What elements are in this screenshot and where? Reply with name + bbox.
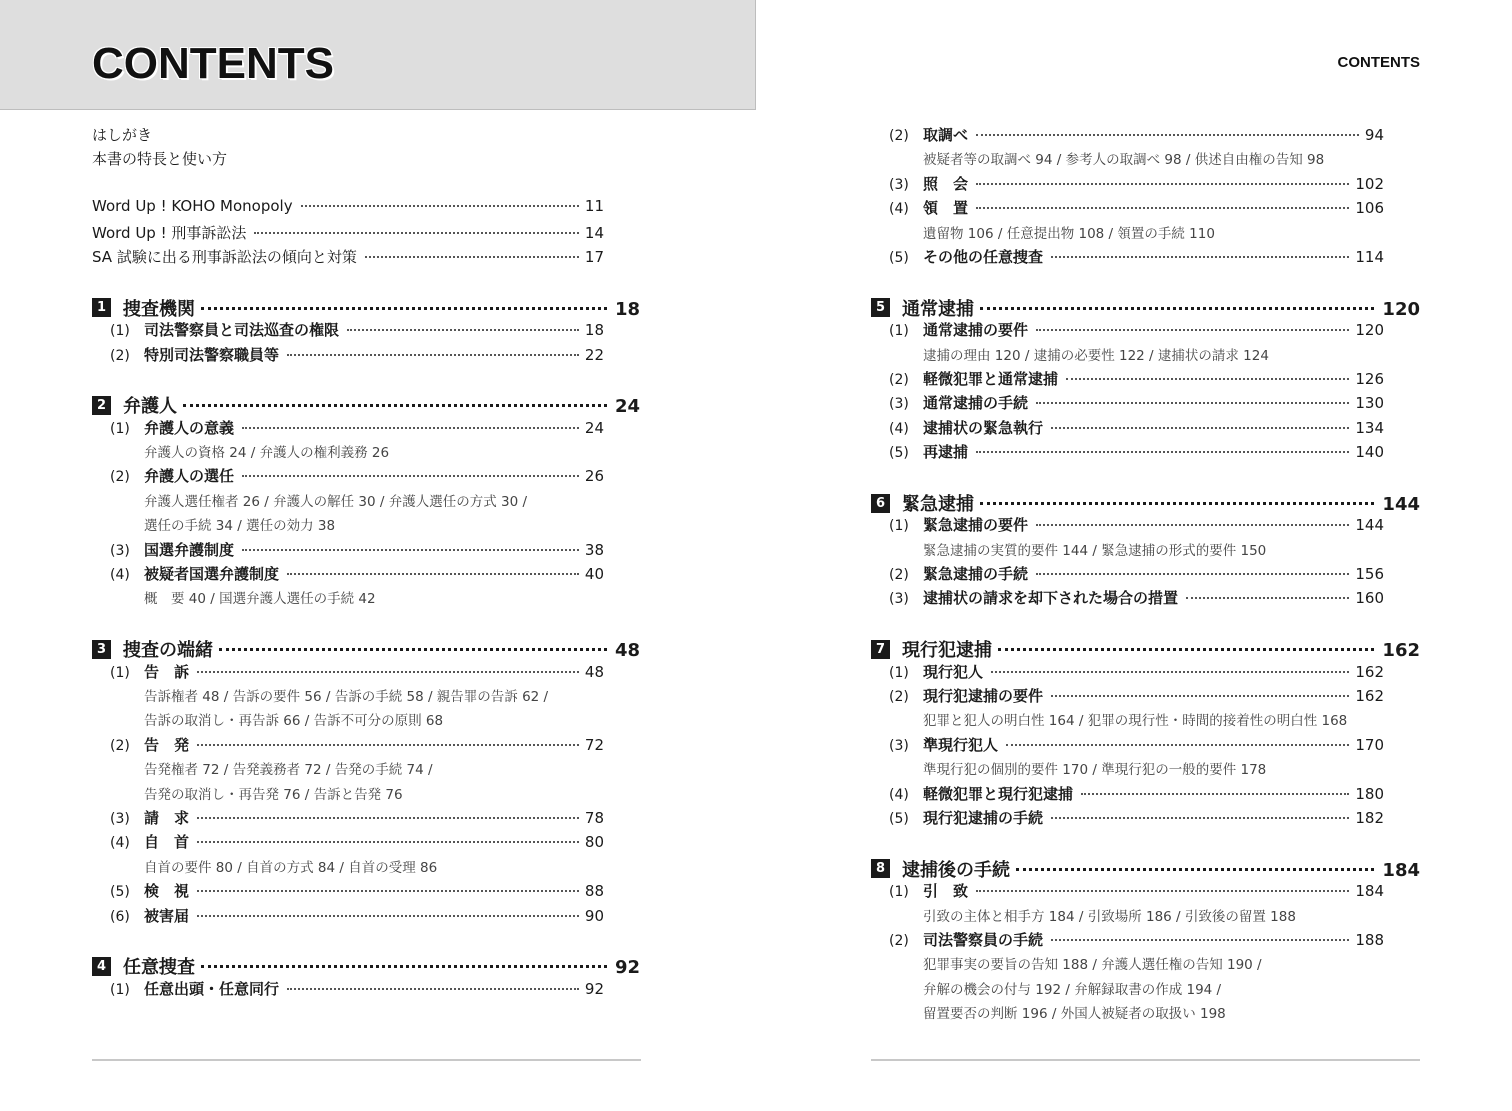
footer-rule-right	[871, 1059, 1420, 1061]
running-head: CONTENTS	[1337, 54, 1420, 71]
page-number: 156	[1355, 565, 1384, 584]
section-number: (1)	[889, 518, 909, 535]
page-number: 126	[1355, 369, 1384, 388]
toc-entry	[92, 246, 640, 270]
chapter-number-badge: 3	[92, 640, 111, 659]
section-entry	[871, 783, 1420, 807]
section-number: (1)	[110, 981, 130, 998]
dot-leader	[1081, 793, 1349, 795]
section-title: その他の任意捜査	[923, 247, 1044, 266]
subsection-entry: 概 要 40 / 国選弁護人選任の手続 42	[144, 591, 376, 608]
section-number: (2)	[889, 371, 909, 388]
page-number: 17	[584, 247, 604, 266]
subsection-entry: 犯罪と犯人の明白性 164 / 犯罪の現行性・時間的接着性の明白性 168	[923, 713, 1348, 730]
page-number: 102	[1355, 174, 1384, 193]
subsection-entry: 留置要否の判断 196 / 外国人被疑者の取扱い 198	[923, 1006, 1226, 1023]
page-number: 170	[1355, 735, 1384, 754]
section-number: (3)	[889, 176, 909, 193]
subsection-entry: 選任の手続 34 / 選任の効力 38	[144, 518, 336, 535]
section-title: 通常逮捕の手続	[923, 394, 1029, 413]
dot-leader	[287, 573, 579, 575]
section-title: 現行犯逮捕の要件	[923, 686, 1044, 705]
chapter-title: 現行犯逮捕	[902, 640, 992, 662]
section-title: 再逮捕	[923, 443, 969, 462]
dot-leader	[197, 671, 579, 673]
page-number: 78	[584, 808, 604, 827]
chapter-entry	[92, 392, 640, 416]
spacer	[92, 173, 640, 197]
page-number: 40	[584, 565, 604, 584]
dot-leader	[242, 427, 579, 429]
section-number: (2)	[110, 737, 130, 754]
section-title: 通常逮捕の要件	[923, 321, 1029, 340]
page-number: 106	[1355, 199, 1384, 218]
section-number: (2)	[889, 932, 909, 949]
section-title: 司法警察員と司法巡査の権限	[144, 321, 340, 340]
section-title: 緊急逮捕の要件	[923, 516, 1029, 535]
page-number: 92	[614, 957, 640, 979]
section-number: (3)	[889, 396, 909, 413]
toc-entry	[92, 197, 640, 221]
dot-leader	[219, 648, 607, 651]
chapter-number-badge: 4	[92, 957, 111, 976]
section-title: 司法警察員の手続	[923, 930, 1044, 949]
section-entry	[92, 661, 640, 685]
dot-leader	[980, 502, 1374, 505]
section-title: 現行犯逮捕の手続	[923, 808, 1044, 827]
toc-entry-title: SA 試験に出る刑事訴訟法の傾向と対策	[92, 247, 357, 266]
dot-leader	[1051, 427, 1349, 429]
section-entry	[871, 880, 1420, 904]
section-title: 引 致	[923, 882, 969, 901]
section-title: 検 視	[144, 882, 190, 901]
page-number: 120	[1355, 321, 1384, 340]
toc-entry	[92, 148, 640, 172]
dot-leader	[1036, 573, 1349, 575]
subsection-entry: 弁護人選任権者 26 / 弁護人の解任 30 / 弁護人選任の方式 30 /	[144, 493, 528, 510]
section-entry	[92, 539, 640, 563]
section-title: 弁護人の選任	[144, 467, 235, 486]
section-entry	[871, 685, 1420, 709]
section-title: 自 首	[144, 833, 190, 852]
section-number: (1)	[110, 420, 130, 437]
dot-leader	[201, 965, 607, 968]
section-entry	[871, 661, 1420, 685]
dot-leader	[197, 915, 579, 917]
section-entry	[92, 905, 640, 929]
chapter-number-badge: 5	[871, 298, 890, 317]
section-entry	[871, 563, 1420, 587]
section-title: 領 置	[923, 199, 969, 218]
dot-leader	[197, 841, 579, 843]
page-number: 92	[584, 979, 604, 998]
chapter-title: 捜査機関	[123, 298, 195, 320]
subsection-entry: 弁解の機会の付与 192 / 弁解録取書の作成 194 /	[923, 981, 1222, 998]
dot-leader	[201, 307, 607, 310]
section-entry	[871, 124, 1420, 148]
dot-leader	[998, 648, 1374, 651]
page-number: 144	[1355, 516, 1384, 535]
dot-leader	[1051, 817, 1349, 819]
page-number: 162	[1355, 662, 1384, 681]
page-number: 184	[1382, 859, 1420, 881]
page-number: 182	[1355, 808, 1384, 827]
chapter-title: 逮捕後の手続	[902, 859, 1010, 881]
dot-leader	[1051, 939, 1349, 941]
spacer	[871, 831, 1420, 855]
page-number: 26	[584, 467, 604, 486]
toc-entry-title: 本書の特長と使い方	[92, 150, 228, 169]
subsection-entry: 遺留物 106 / 任意提出物 108 / 領置の手続 110	[923, 225, 1215, 242]
section-title: 緊急逮捕の手続	[923, 565, 1029, 584]
section-entry	[871, 246, 1420, 270]
chapter-entry	[92, 295, 640, 319]
chapter-title: 緊急逮捕	[902, 493, 974, 515]
section-entry	[871, 929, 1420, 953]
page-number: 130	[1355, 394, 1384, 413]
section-entry	[871, 173, 1420, 197]
footer-rule-left	[92, 1059, 641, 1061]
dot-leader	[976, 451, 1349, 453]
subsection-entry: 引致の主体と相手方 184 / 引致場所 186 / 引致後の留置 188	[923, 908, 1296, 925]
dot-leader	[1036, 402, 1349, 404]
dot-leader	[197, 744, 579, 746]
page-number: 90	[584, 906, 604, 925]
section-entry	[871, 514, 1420, 538]
page-number: 114	[1355, 247, 1384, 266]
dot-leader	[1066, 378, 1349, 380]
section-title: 任意出頭・任意同行	[144, 979, 280, 998]
page-number: 24	[584, 418, 604, 437]
page-number: 72	[584, 735, 604, 754]
subsection-entry: 告発権者 72 / 告発義務者 72 / 告発の手続 74 /	[144, 762, 433, 779]
section-number: (3)	[889, 737, 909, 754]
dot-leader	[183, 404, 607, 407]
chapter-entry	[92, 636, 640, 660]
dot-leader	[242, 549, 579, 551]
dot-leader	[1186, 597, 1349, 599]
section-title: 軽微犯罪と通常逮捕	[923, 369, 1059, 388]
spacer	[871, 612, 1420, 636]
section-number: (2)	[889, 128, 909, 144]
page-number: 24	[614, 396, 640, 418]
section-number: (5)	[889, 445, 909, 462]
section-number: (2)	[889, 688, 909, 705]
dot-leader	[976, 134, 1359, 136]
subsection-entry: 被疑者等の取調べ 94 / 参考人の取調べ 98 / 供述自由権の告知 98	[923, 152, 1325, 169]
section-title: 特別司法警察職員等	[144, 345, 280, 364]
section-entry	[92, 831, 640, 855]
title-banner	[0, 0, 756, 110]
subsection-entry: 告訴権者 48 / 告訴の要件 56 / 告訴の手続 58 / 親告罪の告訴 62 /	[144, 688, 549, 705]
spacer	[92, 929, 640, 953]
dot-leader	[976, 890, 1349, 892]
dot-leader	[347, 329, 579, 331]
chapter-number-badge: 1	[92, 298, 111, 317]
page-number: 144	[1382, 493, 1420, 515]
section-entry	[871, 197, 1420, 221]
section-entry	[92, 417, 640, 441]
spacer	[92, 368, 640, 392]
dot-leader	[287, 354, 579, 356]
page-number: 160	[1355, 589, 1384, 608]
section-number: (3)	[110, 542, 130, 559]
toc-entry	[92, 222, 640, 246]
section-entry	[92, 344, 640, 368]
page-number: 48	[614, 640, 640, 662]
subsection-entry: 犯罪事実の要旨の告知 188 / 弁護人選任権の告知 190 /	[923, 957, 1262, 974]
page-number: 162	[1382, 640, 1420, 662]
chapter-title: 任意捜査	[123, 957, 195, 979]
subsection-entry: 自首の要件 80 / 自首の方式 84 / 自首の受理 86	[144, 859, 438, 876]
section-number: (4)	[889, 201, 909, 218]
section-number: (3)	[889, 591, 909, 608]
section-number: (1)	[889, 884, 909, 901]
page-number: 94	[1364, 126, 1384, 144]
dot-leader	[197, 817, 579, 819]
chapter-number-badge: 2	[92, 396, 111, 415]
dot-leader	[1036, 329, 1349, 331]
dot-leader	[991, 671, 1349, 673]
section-title: 告 発	[144, 735, 190, 754]
section-number: (1)	[110, 664, 130, 681]
section-title: 取調べ	[923, 126, 969, 144]
dot-leader	[1036, 524, 1349, 526]
dot-leader	[1051, 256, 1349, 258]
subsection-entry: 準現行犯の個別的要件 170 / 準現行犯の一般的要件 178	[923, 762, 1267, 779]
page-number: 14	[584, 223, 604, 242]
toc-left-column	[92, 124, 640, 1002]
section-title: 軽微犯罪と現行犯逮捕	[923, 784, 1074, 803]
section-entry	[92, 563, 640, 587]
section-title: 告 訴	[144, 662, 190, 681]
page-number: 38	[584, 540, 604, 559]
dot-leader	[1016, 868, 1374, 871]
toc-entry	[92, 124, 640, 148]
page-number: 18	[584, 321, 604, 340]
toc-entry-title: Word Up ! 刑事訴訟法	[92, 223, 247, 242]
section-entry	[871, 392, 1420, 416]
section-number: (4)	[889, 786, 909, 803]
dot-leader	[301, 205, 579, 207]
chapter-number-badge: 8	[871, 859, 890, 878]
dot-leader	[197, 890, 579, 892]
section-number: (5)	[110, 884, 130, 901]
page-number: 11	[584, 197, 604, 216]
section-entry	[871, 368, 1420, 392]
dot-leader	[1006, 744, 1349, 746]
toc-entry-title: Word Up ! KOHO Monopoly	[92, 197, 293, 216]
toc-right-column	[871, 124, 1420, 1026]
toc-entry-title: はしがき	[92, 126, 153, 144]
chapter-number-badge: 7	[871, 640, 890, 659]
chapter-title: 通常逮捕	[902, 298, 974, 320]
dot-leader	[287, 988, 579, 990]
page-number: 22	[584, 345, 604, 364]
section-entry	[871, 417, 1420, 441]
chapter-entry	[92, 953, 640, 977]
spacer	[92, 612, 640, 636]
section-number: (2)	[889, 567, 909, 584]
section-title: 準現行犯人	[923, 735, 999, 754]
section-number: (4)	[889, 420, 909, 437]
chapter-number-badge: 6	[871, 494, 890, 513]
page-number: 184	[1355, 882, 1384, 901]
chapter-title: 弁護人	[123, 396, 177, 418]
subsection-entry: 緊急逮捕の実質的要件 144 / 緊急逮捕の形式的要件 150	[923, 542, 1267, 559]
section-entry	[871, 319, 1420, 343]
chapter-entry	[871, 856, 1420, 880]
subsection-entry: 告訴の取消し・再告訴 66 / 告訴不可分の原則 68	[144, 713, 444, 730]
page-title: CONTENTS	[92, 39, 334, 88]
chapter-entry	[871, 295, 1420, 319]
page-number: 88	[584, 882, 604, 901]
section-number: (1)	[889, 323, 909, 340]
chapter-entry	[871, 490, 1420, 514]
section-number: (1)	[110, 323, 130, 340]
section-entry	[92, 880, 640, 904]
subsection-entry: 逮捕の理由 120 / 逮捕の必要性 122 / 逮捕状の請求 124	[923, 347, 1269, 364]
section-entry	[871, 807, 1420, 831]
section-entry	[92, 319, 640, 343]
section-entry	[871, 587, 1420, 611]
chapter-entry	[871, 636, 1420, 660]
page-number: 162	[1355, 686, 1384, 705]
subsection-entry: 告発の取消し・再告発 76 / 告訴と告発 76	[144, 786, 403, 803]
dot-leader	[1051, 695, 1349, 697]
page-number: 140	[1355, 443, 1384, 462]
subsection-entry: 弁護人の資格 24 / 弁護人の権利義務 26	[144, 445, 390, 462]
section-entry	[92, 807, 640, 831]
dot-leader	[976, 183, 1349, 185]
dot-leader	[976, 207, 1349, 209]
section-title: 請 求	[144, 808, 190, 827]
section-number: (5)	[889, 249, 909, 266]
page-number: 80	[584, 833, 604, 852]
spacer	[871, 465, 1420, 489]
section-number: (2)	[110, 469, 130, 486]
section-title: 逮捕状の請求を却下された場合の措置	[923, 589, 1179, 608]
section-entry	[871, 441, 1420, 465]
section-title: 現行犯人	[923, 662, 984, 681]
section-title: 被害届	[144, 906, 190, 925]
section-title: 逮捕状の緊急執行	[923, 418, 1044, 437]
chapter-title: 捜査の端緒	[123, 640, 213, 662]
section-entry	[92, 734, 640, 758]
page-number: 120	[1382, 298, 1420, 320]
section-entry	[92, 978, 640, 1002]
dot-leader	[980, 307, 1374, 310]
section-entry	[92, 465, 640, 489]
page-number: 134	[1355, 418, 1384, 437]
page-number: 180	[1355, 784, 1384, 803]
dot-leader	[242, 475, 579, 477]
page-number: 188	[1355, 930, 1384, 949]
section-number: (1)	[889, 664, 909, 681]
section-entry	[871, 734, 1420, 758]
section-number: (5)	[889, 810, 909, 827]
page-number: 18	[614, 298, 640, 320]
dot-leader	[254, 232, 579, 234]
section-number: (2)	[110, 347, 130, 364]
section-number: (4)	[110, 567, 130, 584]
spacer	[92, 270, 640, 294]
section-title: 弁護人の意義	[144, 418, 235, 437]
spacer	[871, 270, 1420, 294]
dot-leader	[365, 256, 579, 258]
page-number: 48	[584, 662, 604, 681]
section-title: 国選弁護制度	[144, 540, 235, 559]
section-title: 照 会	[923, 174, 969, 193]
section-number: (4)	[110, 835, 130, 852]
section-title: 被疑者国選弁護制度	[144, 565, 280, 584]
section-number: (3)	[110, 810, 130, 827]
section-number: (6)	[110, 908, 130, 925]
